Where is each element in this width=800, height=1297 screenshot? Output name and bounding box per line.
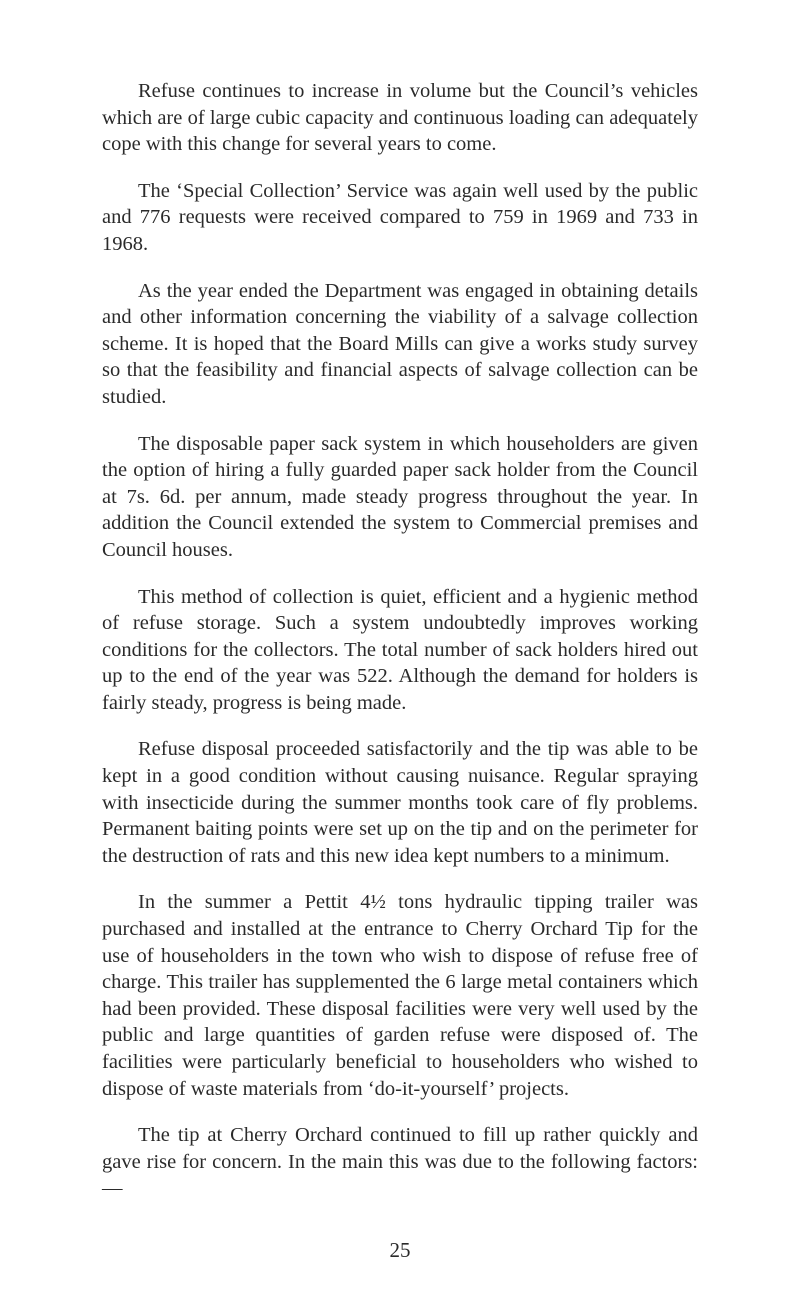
document-body <box>102 78 698 1222</box>
paragraph-salvage-scheme: As the year ended the Department was engaged in obtaining details and other information concerning the viability of a salvage collection scheme. It is hoped that the Board Mills can give a works study survey so that the feasibility and financial aspects of salvage collection can be studied. <box>102 279 698 408</box>
paragraph-tipping-trailer: In the summer a Pettit 4½ tons hydraulic tipping trailer was purchased and installed at the entrance to Cherry Orchard Tip for the use of householders in the town who wish to dispose of refuse free of charge. This trailer has supplemented the 6 large metal containers which had been provided. These disposal facilities were very well used by the public and large quantities of garden refuse were disposed of. The facilities were particularly beneficial to householders who wished to dispose of waste materials from ‘do-it-yourself’ projects. <box>102 891 698 1100</box>
paragraph-refuse-volume: Refuse continues to increase in volume but the Council’s vehicles which are of large cubic capacity and continuous loading can adequately cope with this change for several years to come. <box>102 80 698 156</box>
paragraph-special-collection: The ‘Special Collection’ Service was again well used by the public and 776 requests were received compared to 759 in 1969 and 733 in 1968. <box>102 179 698 255</box>
paragraph-paper-sack-system: The disposable paper sack system in which householders are given the option of hiring a fully guarded paper sack holder from the Council at 7s. 6d. per annum, made steady progress throughout the year. In addition the Council extended the system to Commercial premises and Council houses. <box>102 432 698 561</box>
paragraph-refuse-disposal: Refuse disposal proceeded satisfactorily and the tip was able to be kept in a good condition without causing nuisance. Regular spraying with insecticide during the summer months took care of fly problems. Permanent baiting points were set up on the tip and on the perimeter for the destruction of rats and this new idea kept numbers to a minimum. <box>102 738 698 867</box>
page-number: 25 <box>389 1238 411 1262</box>
paragraph-collection-method: This method of collection is quiet, efficient and a hygienic method of refuse storage. Such a system undoubtedly improves working conditions for the collectors. The total number of sack holders hired out up to the end of the year was 522. Although the demand for holders is fairly steady, progress is being made. <box>102 585 698 714</box>
paragraph-cherry-orchard-tip: The tip at Cherry Orchard continued to fill up rather quickly and gave rise for concern. In the main this was due to the following factors:— <box>102 1124 698 1200</box>
